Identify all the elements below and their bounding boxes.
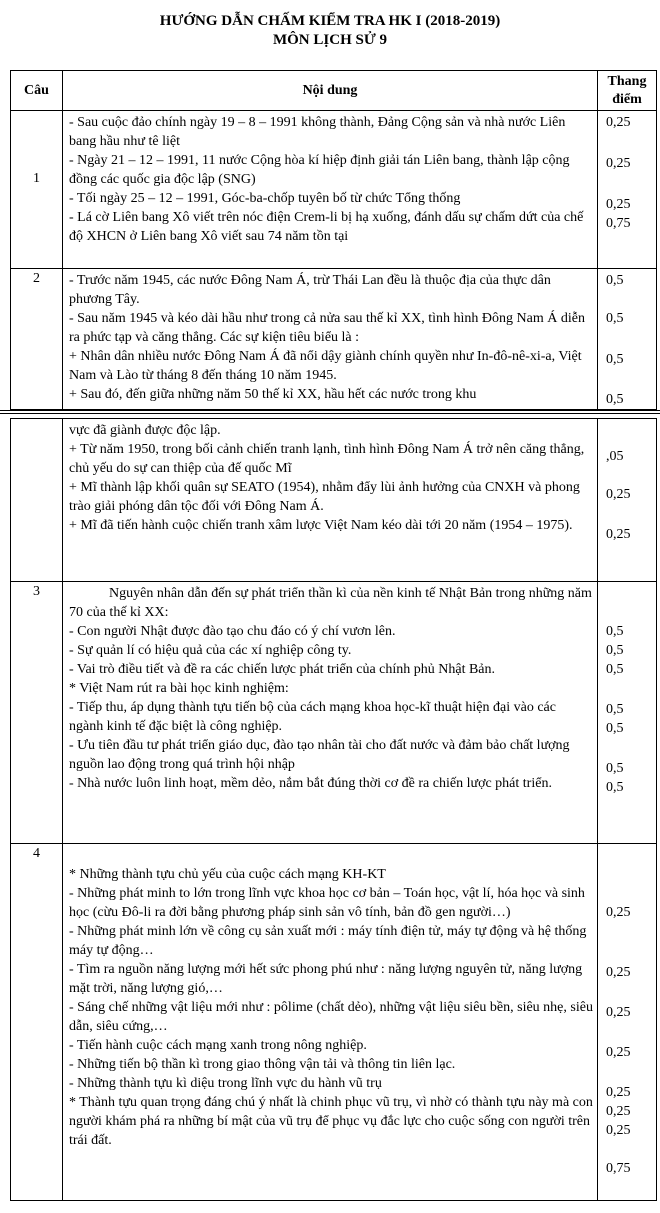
score-value: 0,25 xyxy=(606,527,631,542)
score-value: 0,5 xyxy=(606,352,624,367)
score-value: 0,25 xyxy=(606,1045,631,1060)
question-number: 4 xyxy=(11,844,63,1201)
page-break-line xyxy=(0,410,660,411)
table-row-q2-part2 xyxy=(11,419,657,582)
content-line: + Mĩ đã tiến hành cuộc chiến tranh xâm lược Việt Nam kéo dài tới 20 năm (1954 – 1975). xyxy=(69,518,573,533)
score-value: 0,75 xyxy=(606,1161,631,1176)
score-value: 0,5 xyxy=(606,721,624,736)
content-line: * Thành tựu quan trọng đáng chú ý nhất là chinh phục vũ trụ, vì nhờ có thành tựu này mà con người khám phá ra những bí mật của vũ trụ để phục vụ đắc lực cho cuộc sống con người trên trái đất. xyxy=(69,1095,593,1148)
score-value: 0,25 xyxy=(606,1123,631,1138)
content-line: + Từ năm 1950, trong bối cảnh chiến tranh lạnh, tình hình Đông Nam Á trở nên căng thẳng, chủ yếu do sự can thiệp của đế quốc Mĩ xyxy=(69,442,585,476)
content-line: - Nhà nước luôn linh hoạt, mềm dẻo, nắm bắt đúng thời cơ đề ra chiến lược phát triển. xyxy=(69,776,552,791)
content-line: - Ưu tiên đầu tư phát triển giáo dục, đào tạo nhân tài cho đất nước và đảm bảo chất lượng nguồn lao động trong quá trình hội nhập xyxy=(69,738,570,772)
table-row-q3 xyxy=(11,582,657,844)
score-cell xyxy=(598,269,657,410)
doc-subtitle: MÔN LỊCH SỬ 9 xyxy=(272,32,388,48)
score-value: 0,5 xyxy=(606,273,624,288)
content-line: + Nhân dân nhiều nước Đông Nam Á đã nổi dậy giành chính quyền như In-đô-nê-xi-a, Việt Nam và Lào từ tháng 8 đến tháng 10 năm 1945. xyxy=(69,349,582,383)
content-line: - Những phát minh to lớn trong lĩnh vực khoa học cơ bản – Toán học, vật lí, hóa học và sinh học (cừu Đô-li ra đời bằng phương pháp sinh sản vô tính, bản đồ gen người…) xyxy=(69,886,585,920)
content-line: vực đã giành được độc lập. xyxy=(69,423,221,438)
header-thang-diem: Thang điểm xyxy=(598,71,657,111)
content-line: - Lá cờ Liên bang Xô viết trên nóc điện Crem-li bị hạ xuống, đánh dấu sự chấm dứt của chế độ XHCN ở Liên bang Xô viết sau 74 năm tồn tại xyxy=(69,210,584,244)
score-value: 0,25 xyxy=(606,1005,631,1020)
question-number: 3 xyxy=(11,582,63,844)
content-line: - Những tiến bộ thần kì trong giao thông vận tải và thông tin liên lạc. xyxy=(69,1057,456,1072)
score-value: 0,5 xyxy=(606,702,624,717)
score-value: 0,5 xyxy=(606,780,624,795)
content-line: - Sự quản lí có hiệu quả của các xí nghiệp công ty. xyxy=(69,643,352,658)
answer-content xyxy=(63,582,598,844)
score-value: 0,25 xyxy=(606,1104,631,1119)
question-number: 2 xyxy=(11,269,63,410)
header-noi-dung: Nội dung xyxy=(63,71,598,111)
header-cau: Câu xyxy=(11,71,63,111)
question-number: 1 xyxy=(11,111,63,269)
score-value: 0,25 xyxy=(606,156,631,171)
score-value: 0,25 xyxy=(606,487,631,502)
content-line: - Con người Nhật được đào tạo chu đáo có ý chí vươn lên. xyxy=(69,624,396,639)
score-cell xyxy=(598,844,657,1201)
answer-content xyxy=(63,269,598,410)
content-line: - Tiếp thu, áp dụng thành tựu tiến bộ của cách mạng khoa học-kĩ thuật hiện đại vào các ngành kinh tế đặc biệt là công nghiệp. xyxy=(69,700,556,734)
content-line: - Vai trò điều tiết và đề ra các chiến lược phát triển của chính phủ Nhật Bản. xyxy=(69,662,496,677)
content-line: - Ngày 21 – 12 – 1991, 11 nước Cộng hòa kí hiệp định giải tán Liên bang, thành lập cộng đồng các quốc gia độc lập (SNG) xyxy=(69,153,570,187)
doc-title: HƯỚNG DẪN CHẤM KIỂM TRA HK I (2018-2019) xyxy=(159,13,501,29)
score-value: 0,25 xyxy=(606,197,631,212)
score-value: 0,25 xyxy=(606,905,631,920)
score-value: 0,5 xyxy=(606,311,624,326)
page-break-line xyxy=(0,413,660,414)
score-value: 0,5 xyxy=(606,643,624,658)
content-line: - Những phát minh lớn về công cụ sản xuất mới : máy tính điện tử, máy tự động và hệ thống máy tự động… xyxy=(69,924,587,958)
score-value: 0,5 xyxy=(606,392,624,407)
score-value: 0,25 xyxy=(606,965,631,980)
content-line: - Sau năm 1945 và kéo dài hầu như trong cả nửa sau thế kỉ XX, tình hình Đông Nam Á diễn ra phức tạp và căng thẳng. Các sự kiện tiêu biểu là : xyxy=(69,311,585,345)
table-row-q4 xyxy=(11,844,657,1201)
score-value: 0,25 xyxy=(606,1085,631,1100)
score-value: 0,5 xyxy=(606,662,624,677)
grading-table-page1 xyxy=(10,70,657,410)
score-cell xyxy=(598,582,657,844)
content-line: + Sau đó, đến giữa những năm 50 thế kỉ XX, hầu hết các nước trong khu xyxy=(69,387,477,402)
score-value: 0,5 xyxy=(606,761,624,776)
content-line: - Trước năm 1945, các nước Đông Nam Á, trừ Thái Lan đều là thuộc địa của thực dân phương Tây. xyxy=(69,273,551,307)
content-line: - Sau cuộc đảo chính ngày 19 – 8 – 1991 không thành, Đảng Cộng sản và nhà nước Liên bang hầu như tê liệt xyxy=(69,115,566,149)
score-cell xyxy=(598,111,657,269)
score-value: ,05 xyxy=(606,449,624,464)
content-line: - Những thành tựu kì diệu trong lĩnh vực du hành vũ trụ xyxy=(69,1076,382,1091)
content-line: * Việt Nam rút ra bài học kinh nghiệm: xyxy=(69,681,289,696)
content-line: - Tiến hành cuộc cách mạng xanh trong nông nghiệp. xyxy=(69,1038,367,1053)
answer-content xyxy=(63,419,598,582)
content-line: - Tìm ra nguồn năng lượng mới hết sức phong phú như : năng lượng nguyên tử, năng lượng mặt trời, năng lượng gió,… xyxy=(69,962,583,996)
table-row-q1 xyxy=(11,111,657,269)
score-value: 0,5 xyxy=(606,624,624,639)
question-number xyxy=(11,419,63,582)
content-line: * Những thành tựu chủ yếu của cuộc cách mạng KH-KT xyxy=(69,867,386,882)
content-line: - Tối ngày 25 – 12 – 1991, Góc-ba-chốp tuyên bố từ chức Tổng thống xyxy=(69,191,461,206)
answer-content xyxy=(63,844,598,1201)
score-value: 0,25 xyxy=(606,115,631,130)
score-value: 0,75 xyxy=(606,216,631,231)
content-line: Nguyên nhân dẫn đến sự phát triển thần kì của nền kinh tế Nhật Bản trong những năm 70 của thế kỉ XX: xyxy=(69,586,592,620)
grading-table-page2 xyxy=(10,418,657,1201)
content-line: + Mĩ thành lập khối quân sự SEATO (1954), nhằm đẩy lùi ảnh hưởng của CNXH và phong trào giải phóng dân tộc đối với Đông Nam Á. xyxy=(69,480,580,514)
table-row-q2-part1 xyxy=(11,269,657,410)
content-line: - Sáng chế những vật liệu mới như : pôlime (chất dẻo), những vật liệu siêu bền, siêu nhẹ, siêu dẫn, siêu cứng,… xyxy=(69,1000,593,1034)
score-cell xyxy=(598,419,657,582)
answer-content xyxy=(63,111,598,269)
